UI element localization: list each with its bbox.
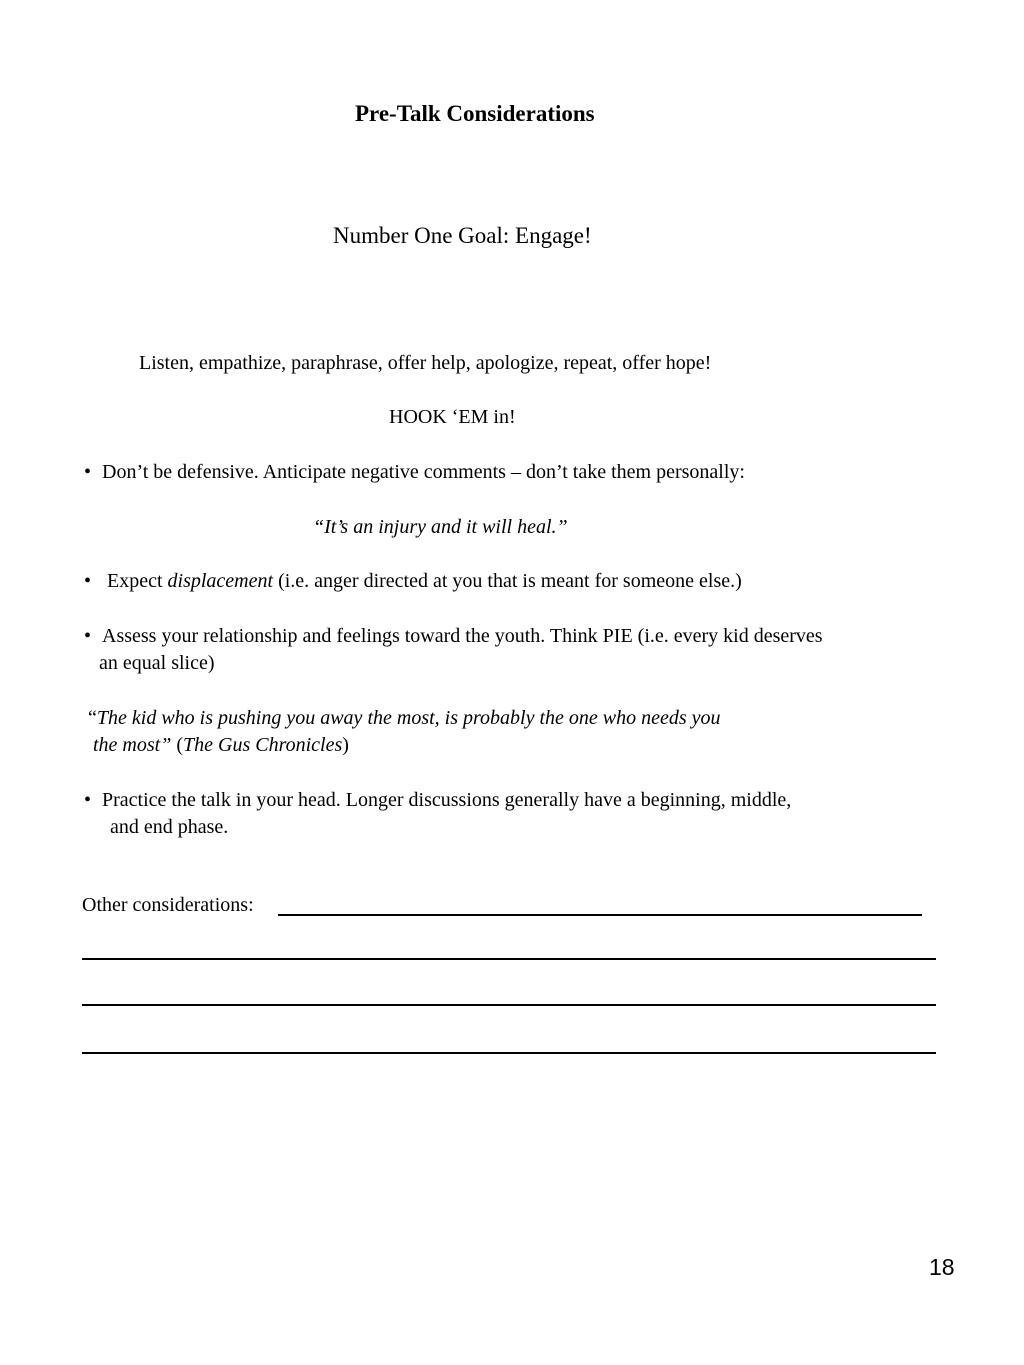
- bullet-practice: [84, 788, 791, 812]
- bullet-displacement: [84, 569, 742, 593]
- writing-line: [82, 1004, 936, 1006]
- bullet-text-emphasis: displacement: [167, 570, 274, 592]
- bullet-text-pre: Expect: [107, 570, 168, 592]
- hook-line: HOOK ‘EM in!: [389, 406, 516, 428]
- listen-line: Listen, empathize, paraphrase, offer help, apologize, repeat, offer hope!: [139, 352, 712, 374]
- kid-quote-line2: [93, 733, 349, 757]
- bullet-assess-line2: an equal slice): [99, 652, 215, 674]
- goal-heading: Number One Goal: Engage!: [333, 223, 592, 248]
- quote-source: The Gus Chronicles: [183, 734, 343, 756]
- bullet-assess: [84, 624, 823, 648]
- injury-quote: “It’s an injury and it will heal.”: [313, 516, 568, 538]
- quote-text: The kid who is pushing you away the most, is probably the one who needs you: [96, 707, 721, 729]
- quote-open-mark: “: [88, 707, 97, 729]
- writing-line: [278, 914, 922, 916]
- bullet-text-post: (i.e. anger directed at you that is meant for someone else.): [273, 570, 742, 592]
- quote-paren-close: ): [342, 734, 349, 756]
- writing-line: [82, 1052, 936, 1054]
- bullet-text: Don’t be defensive. Anticipate negative comments – don’t take them personally:: [102, 461, 745, 483]
- bullet-marker: •: [84, 789, 92, 811]
- page-number: 18: [929, 1254, 955, 1280]
- bullet-text-line1: Practice the talk in your head. Longer discussions generally have a beginning, middle,: [102, 789, 792, 811]
- bullet-marker: •: [84, 461, 92, 483]
- writing-line: [82, 958, 936, 960]
- bullet-practice-line2: and end phase.: [110, 816, 229, 838]
- other-considerations-label: Other considerations:: [82, 894, 254, 916]
- bullet-marker: •: [84, 570, 92, 592]
- bullet-defensive: [84, 460, 745, 484]
- kid-quote-line1: [88, 706, 721, 730]
- page-title: Pre-Talk Considerations: [355, 101, 595, 126]
- quote-paren-open: (: [171, 734, 184, 756]
- bullet-marker: •: [84, 625, 92, 647]
- bullet-text-line1: Assess your relationship and feelings toward the youth. Think PIE (i.e. every kid deserves: [102, 625, 823, 647]
- quote-text: the most”: [93, 734, 172, 756]
